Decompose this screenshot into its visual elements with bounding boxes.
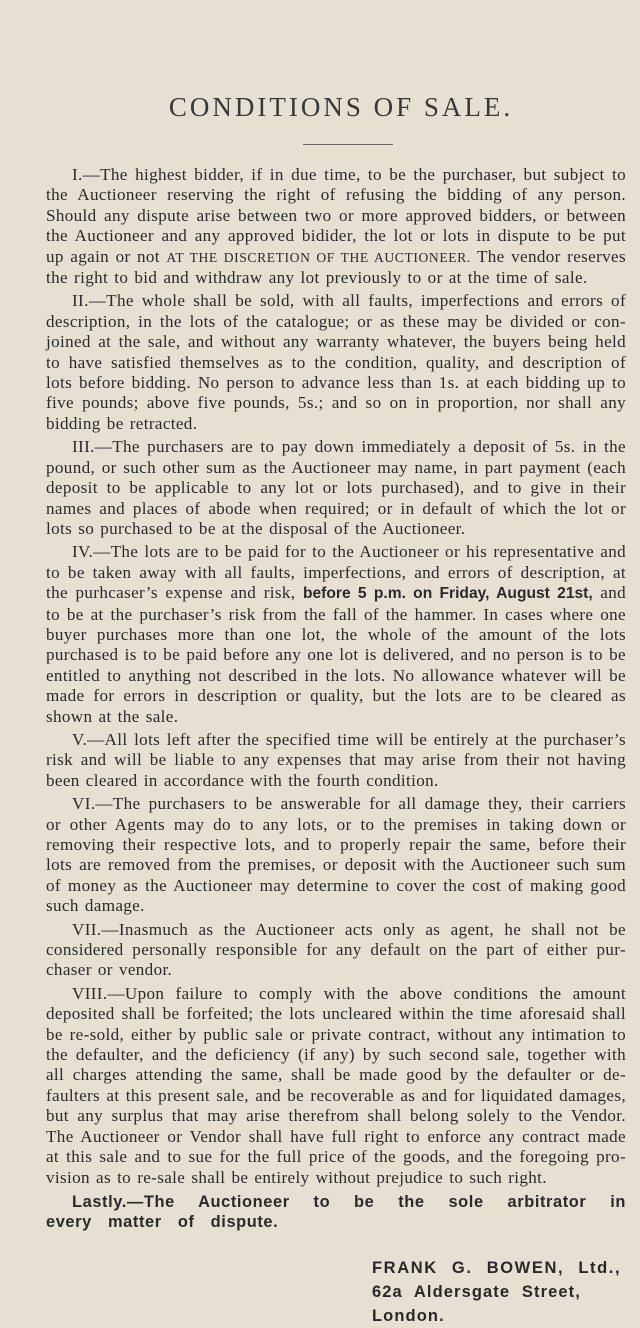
company-name: FRANK G. BOWEN, Ltd., — [372, 1258, 622, 1277]
condition-6: VI.—The purchasers to be answerable for all damage they, their carriers or other Agents may do to any lots, or to the premises in taking down or removing their respective lots, and to properly repair the same, before their lots are removed from the premises, or deposit with the Auctioneer such sum of money as the Auctioneer may determine to cover the cost of making good such damage. — [46, 794, 626, 916]
condition-4-deadline: before 5 p.m. on Friday, August 21st, — [302, 585, 593, 603]
condition-2: II.—The whole shall be sold, with all faults, imperfections and errors of description, in the lots of the catalogue; or as these may be divided or con- joined at the sale, and without any warranty whatever, the buyers being held to have satisfied themselves as to the condition, quality, and description of lots before bidding. No person to advance less than 1s. at each bidding up to five pounds; above five pounds, 5s.; and so on in proportion, nor shall any bidding be retracted. — [46, 291, 626, 433]
condition-1-text-a: I.—The highest bidder, if in due time, to be the purchaser, but subject to the Auctioneer reserving the right of refusing the bidding of any person. Should any dispute arise between two or more approved bidders, or between the Auctioneer and any approved bidider, the lot or lots in dispute to be put up again or not — [46, 165, 626, 266]
condition-8: VIII.—Upon failure to comply with the above conditions the amount deposited shall be forfeited; the lots uncleared within the time aforesaid shall be re-sold, either by public sale or private contract, without any intimation to the defaulter, and the deficiency (if any) by such second sale, together with all charges attending the same, shall be made good by the defaulter or de- faulters at this present sale, and be recoverable as and for liquidated damages, but any surplus that may arise therefrom shall belong solely to the Vendor. The Auctioneer or Vendor shall have full right to enforce any contract made at this sale and to sue for the full price of the goods, and the foregoing pro- vision as to re-sale shall be entirely without prejudice to such right. — [46, 983, 626, 1187]
condition-1-text-b: The vendor reserves the right to bid and withdraw any lot previously to or at the time of sale. — [46, 246, 626, 288]
lastly-clause: Lastly.—The Auctioneer to be the sole arbitrator in every matter of dispute. — [46, 1192, 626, 1231]
condition-7: VII.—Inasmuch as the Auctioneer acts only as agent, he shall not be considered personally responsible for any default on the part of either pur- chaser or vendor. — [46, 919, 626, 980]
condition-1 — [46, 165, 626, 288]
condition-4-text-a: IV.—The lots are to be paid for to the Auctioneer or his representative and to be taken away with all faults, imperfections, and errors of description, at the purhcaser’s expense and risk, — [46, 542, 626, 603]
condition-3: III.—The purchasers are to pay down immediately a deposit of 5s. in the pound, or such other sum as the Auctioneer may name, in part payment (each deposit to be applicable to any lot or lots purchased), and to give in their names and places of abode when required; or in default of which the lot or lots so purchased to be at the disposal of the Auctioneer. — [46, 437, 626, 538]
condition-5: V.—All lots left after the specified time will be entirely at the purchaser’s risk and will be liable to any expenses that may arise from their not having been cleared in accordance with the fourth condition. — [46, 729, 626, 790]
condition-4-text-b: and to be at the purchaser’s risk from the fall of the hammer. In cases where one buyer purchases more than one lot, the whole of the amount of the lots purchased is to be paid before any one lot is delivered, and no person is to be entitled to anything not described in the lots. No allowance whatever will be made for errors in description or quality, but the lots are to be cleared as shown at the sale. — [46, 583, 626, 726]
condition-4 — [46, 542, 626, 727]
signature-block — [372, 1256, 626, 1328]
company-address: 62a Aldersgate Street, London. — [372, 1282, 581, 1325]
title-divider — [303, 144, 393, 145]
condition-1-smallcaps: AT THE DISCRETION OF THE AUCTIONEER. — [166, 249, 471, 265]
page-title: CONDITIONS OF SALE. — [168, 92, 514, 122]
